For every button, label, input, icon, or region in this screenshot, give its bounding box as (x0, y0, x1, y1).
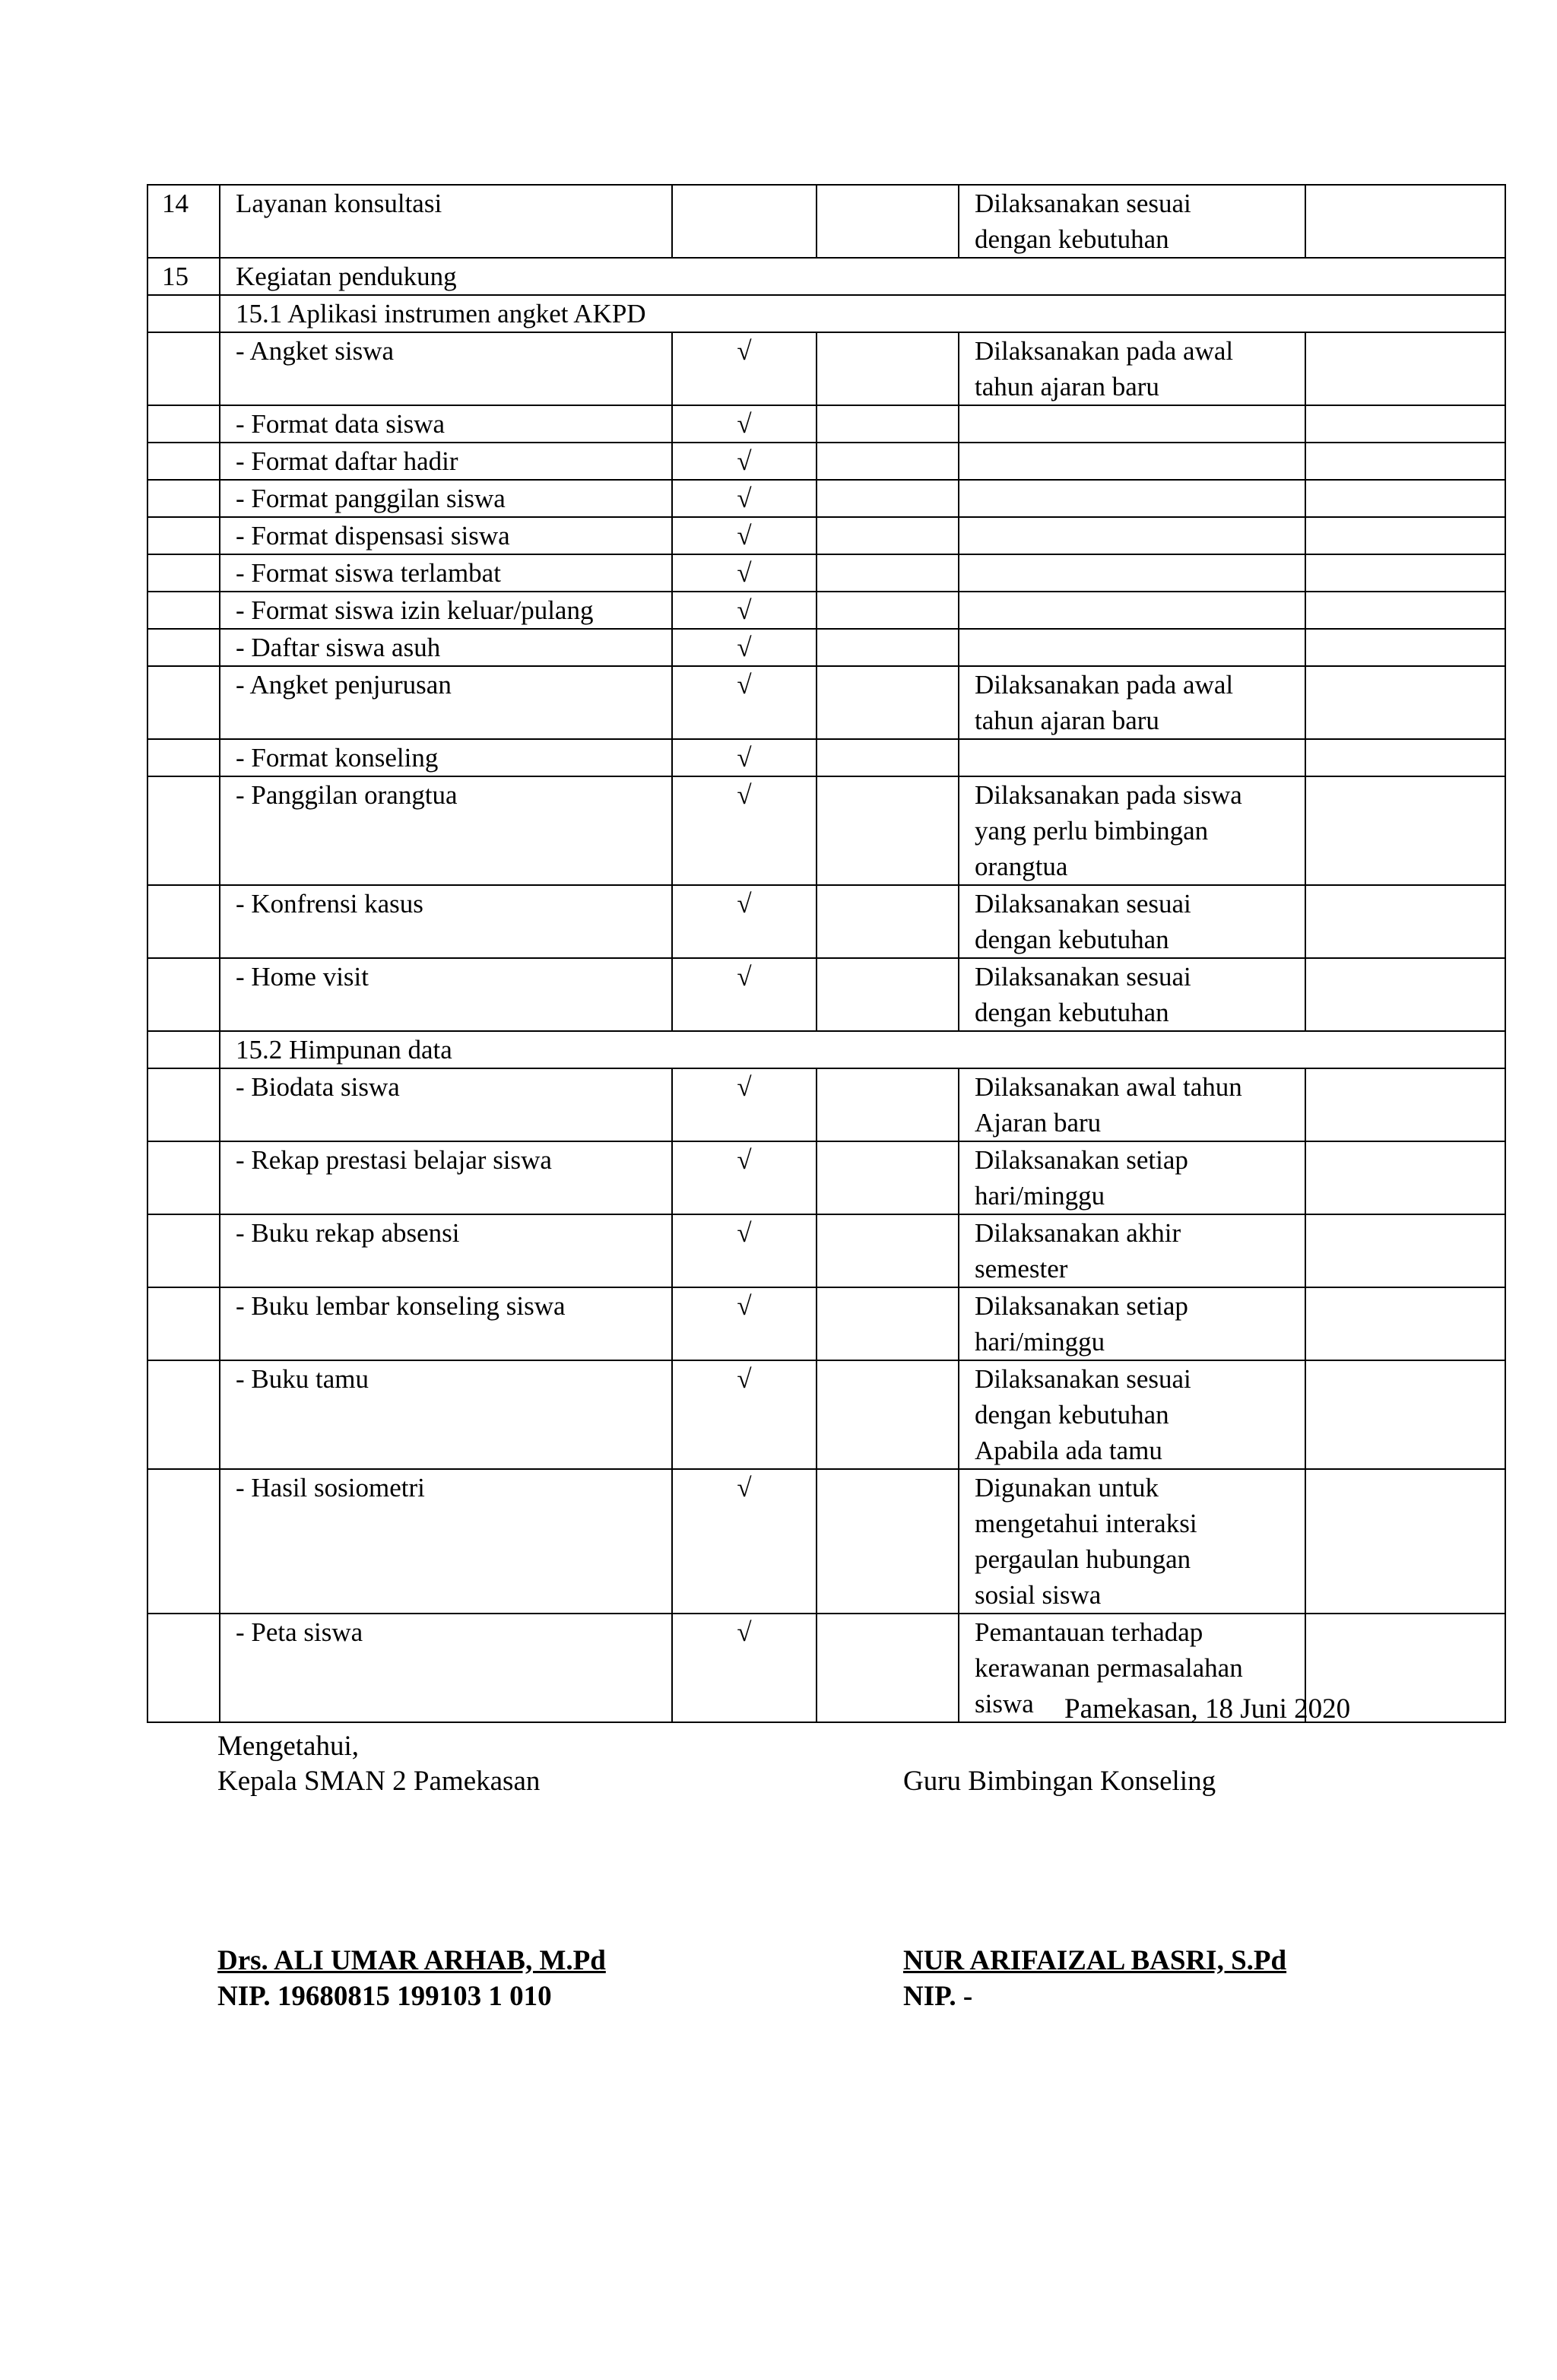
row-number-cell (147, 629, 220, 666)
empty-cell (817, 1214, 959, 1287)
remark-cell (959, 332, 1305, 405)
row-number-cell (147, 1141, 220, 1214)
check-mark-cell: √ (672, 885, 817, 958)
counselor-role: Guru Bimbingan Konseling (903, 1766, 1216, 1797)
check-mark-cell (672, 185, 817, 258)
remark-cell (959, 1214, 1305, 1287)
table-row (147, 885, 1505, 958)
check-mark-cell: √ (672, 480, 817, 517)
table-row (147, 1141, 1505, 1214)
empty-cell (1305, 629, 1505, 666)
activity-cell: - Konfrensi kasus (220, 885, 672, 958)
subgroup-label-cell: 15.2 Himpunan data (220, 1031, 1505, 1068)
row-number-cell (147, 405, 220, 443)
table-row (147, 629, 1505, 666)
activity-cell: Layanan konsultasi (220, 185, 672, 258)
activity-cell: - Hasil sosiometri (220, 1469, 672, 1614)
group-label-cell: Kegiatan pendukung (220, 258, 1505, 295)
check-mark-cell: √ (672, 517, 817, 554)
empty-cell (817, 666, 959, 739)
table-row (147, 1214, 1505, 1287)
empty-cell (1305, 443, 1505, 480)
remark-line: Dilaksanakan sesuai (975, 189, 1191, 218)
check-mark-cell: √ (672, 405, 817, 443)
activity-cell: - Daftar siswa asuh (220, 629, 672, 666)
empty-cell (1305, 517, 1505, 554)
empty-cell (817, 185, 959, 258)
remark-cell (959, 885, 1305, 958)
remark-line: Dilaksanakan awal tahun (975, 1072, 1242, 1102)
remark-cell (959, 629, 1305, 666)
empty-cell (817, 517, 959, 554)
activity-cell: - Buku lembar konseling siswa (220, 1287, 672, 1360)
table-row (147, 776, 1505, 885)
remark-line: Dilaksanakan setiap (975, 1145, 1188, 1175)
empty-cell (1305, 1068, 1505, 1141)
remark-line: mengetahui interaksi (975, 1509, 1197, 1538)
table-row (147, 517, 1505, 554)
remark-cell (959, 405, 1305, 443)
counselor-name: NUR ARIFAIZAL BASRI, S.Pd (903, 1945, 1287, 1976)
row-number-cell (147, 480, 220, 517)
check-mark-cell: √ (672, 1360, 817, 1469)
remark-cell (959, 1068, 1305, 1141)
remark-cell (959, 554, 1305, 592)
row-number-cell (147, 666, 220, 739)
empty-cell (1305, 776, 1505, 885)
remark-line: Dilaksanakan akhir (975, 1218, 1181, 1248)
empty-cell (1305, 405, 1505, 443)
table-row (147, 1469, 1505, 1614)
remark-line: semester (975, 1254, 1068, 1284)
empty-cell (1305, 739, 1505, 776)
activity-cell: - Format siswa izin keluar/pulang (220, 592, 672, 629)
check-mark-cell: √ (672, 443, 817, 480)
remark-line: dengan kebutuhan (975, 998, 1169, 1027)
empty-cell (817, 405, 959, 443)
row-number-cell (147, 554, 220, 592)
table-row (147, 405, 1505, 443)
table-row (147, 666, 1505, 739)
remark-line: Dilaksanakan sesuai (975, 962, 1191, 992)
empty-cell (1305, 1287, 1505, 1360)
activity-cell: - Panggilan orangtua (220, 776, 672, 885)
principal-nip: NIP. 19680815 199103 1 010 (217, 1981, 552, 2012)
check-mark-cell: √ (672, 739, 817, 776)
remark-line: Apabila ada tamu (975, 1436, 1162, 1465)
remark-line: dengan kebutuhan (975, 1400, 1169, 1430)
row-number-cell (147, 1614, 220, 1722)
empty-cell (817, 629, 959, 666)
remark-line: dengan kebutuhan (975, 925, 1169, 954)
empty-cell (817, 592, 959, 629)
activity-cell: - Buku tamu (220, 1360, 672, 1469)
activity-cell: - Rekap prestasi belajar siswa (220, 1141, 672, 1214)
activity-cell: - Format panggilan siswa (220, 480, 672, 517)
empty-cell (1305, 958, 1505, 1031)
remark-line: Digunakan untuk (975, 1473, 1159, 1503)
empty-cell (817, 1068, 959, 1141)
remark-line: orangtua (975, 852, 1068, 881)
check-mark-cell: √ (672, 1469, 817, 1614)
remark-line: kerawanan permasalahan (975, 1653, 1243, 1683)
remark-line: Dilaksanakan pada awal (975, 336, 1234, 366)
empty-cell (817, 1360, 959, 1469)
check-mark-cell: √ (672, 1614, 817, 1722)
table-row (147, 295, 1505, 332)
check-mark-cell: √ (672, 554, 817, 592)
row-number-cell: 14 (147, 185, 220, 258)
remark-cell (959, 776, 1305, 885)
empty-cell (1305, 554, 1505, 592)
remark-line: Dilaksanakan sesuai (975, 889, 1191, 919)
remark-cell (959, 443, 1305, 480)
empty-cell (817, 776, 959, 885)
remark-line: pergaulan hubungan (975, 1544, 1191, 1574)
table-row (147, 258, 1505, 295)
empty-cell (817, 443, 959, 480)
activity-cell: - Peta siswa (220, 1614, 672, 1722)
empty-cell (817, 739, 959, 776)
row-number-cell (147, 885, 220, 958)
remark-line: Dilaksanakan setiap (975, 1291, 1188, 1321)
remark-cell (959, 517, 1305, 554)
activity-table-body (147, 185, 1505, 1722)
check-mark-cell: √ (672, 592, 817, 629)
remark-cell (959, 592, 1305, 629)
row-number-cell (147, 443, 220, 480)
check-mark-cell: √ (672, 666, 817, 739)
activity-table (147, 184, 1506, 1723)
remark-line: yang perlu bimbingan (975, 816, 1209, 846)
remark-line: tahun ajaran baru (975, 372, 1159, 401)
remark-cell (959, 739, 1305, 776)
row-number-cell (147, 1360, 220, 1469)
principal-role: Kepala SMAN 2 Pamekasan (217, 1766, 541, 1797)
empty-cell (817, 1141, 959, 1214)
check-mark-cell: √ (672, 1141, 817, 1214)
remark-line: sosial siswa (975, 1580, 1102, 1610)
remark-cell (959, 958, 1305, 1031)
empty-cell (1305, 592, 1505, 629)
principal-name: Drs. ALI UMAR ARHAB, M.Pd (217, 1945, 606, 1976)
row-number-cell (147, 958, 220, 1031)
row-number-cell (147, 517, 220, 554)
activity-cell: - Buku rekap absensi (220, 1214, 672, 1287)
table-row (147, 443, 1505, 480)
empty-cell (1305, 332, 1505, 405)
activity-cell: - Home visit (220, 958, 672, 1031)
remark-cell (959, 185, 1305, 258)
empty-cell (817, 958, 959, 1031)
table-row (147, 592, 1505, 629)
remark-line: tahun ajaran baru (975, 706, 1159, 735)
row-number-cell (147, 1287, 220, 1360)
empty-cell (817, 885, 959, 958)
check-mark-cell: √ (672, 776, 817, 885)
check-mark-cell: √ (672, 332, 817, 405)
check-mark-cell: √ (672, 629, 817, 666)
check-mark-cell: √ (672, 1214, 817, 1287)
row-number-cell (147, 776, 220, 885)
remark-cell (959, 1141, 1305, 1214)
empty-cell (1305, 1469, 1505, 1614)
remark-cell (959, 1287, 1305, 1360)
table-row (147, 1031, 1505, 1068)
table-row (147, 958, 1505, 1031)
activity-cell: - Angket siswa (220, 332, 672, 405)
empty-cell (817, 332, 959, 405)
row-number-cell (147, 592, 220, 629)
activity-cell: - Format dispensasi siswa (220, 517, 672, 554)
remark-line: hari/minggu (975, 1327, 1105, 1357)
row-number-cell: 15 (147, 258, 220, 295)
row-number-cell (147, 1469, 220, 1614)
remark-cell (959, 666, 1305, 739)
activity-cell: - Angket penjurusan (220, 666, 672, 739)
table-row (147, 480, 1505, 517)
empty-cell (817, 1469, 959, 1614)
counselor-nip: NIP. - (903, 1981, 973, 2012)
empty-cell (817, 1287, 959, 1360)
subgroup-label-cell: 15.1 Aplikasi instrumen angket AKPD (220, 295, 1505, 332)
empty-cell (817, 480, 959, 517)
empty-cell (817, 554, 959, 592)
activity-cell: - Format konseling (220, 739, 672, 776)
check-mark-cell: √ (672, 1068, 817, 1141)
row-number-cell (147, 739, 220, 776)
remark-line: siswa (975, 1689, 1034, 1718)
empty-cell (1305, 1141, 1505, 1214)
remark-line: Dilaksanakan pada siswa (975, 780, 1242, 810)
row-number-cell (147, 1068, 220, 1141)
acknowledge-label: Mengetahui, (217, 1731, 359, 1762)
empty-cell (1305, 480, 1505, 517)
remark-line: hari/minggu (975, 1181, 1105, 1211)
remark-cell (959, 480, 1305, 517)
remark-line: Dilaksanakan pada awal (975, 670, 1234, 700)
empty-cell (1305, 1214, 1505, 1287)
empty-cell (1305, 1360, 1505, 1469)
table-row (147, 1360, 1505, 1469)
remark-line: Pemantauan terhadap (975, 1617, 1203, 1647)
row-number-cell (147, 332, 220, 405)
activity-cell: - Format siswa terlambat (220, 554, 672, 592)
check-mark-cell: √ (672, 1287, 817, 1360)
table-row (147, 1068, 1505, 1141)
table-row (147, 739, 1505, 776)
table-row (147, 1287, 1505, 1360)
remark-line: Ajaran baru (975, 1108, 1102, 1138)
place-date: Pamekasan, 18 Juni 2020 (1064, 1693, 1351, 1725)
row-number-cell (147, 1031, 220, 1068)
empty-cell (817, 1614, 959, 1722)
remark-line: dengan kebutuhan (975, 224, 1169, 254)
check-mark-cell: √ (672, 958, 817, 1031)
remark-cell (959, 1360, 1305, 1469)
activity-cell: - Biodata siswa (220, 1068, 672, 1141)
remark-cell (959, 1469, 1305, 1614)
activity-cell: - Format daftar hadir (220, 443, 672, 480)
empty-cell (1305, 885, 1505, 958)
activity-cell: - Format data siswa (220, 405, 672, 443)
table-row (147, 332, 1505, 405)
remark-line: Dilaksanakan sesuai (975, 1364, 1191, 1394)
row-number-cell (147, 295, 220, 332)
row-number-cell (147, 1214, 220, 1287)
empty-cell (1305, 185, 1505, 258)
empty-cell (1305, 666, 1505, 739)
table-row (147, 185, 1505, 258)
table-row (147, 554, 1505, 592)
